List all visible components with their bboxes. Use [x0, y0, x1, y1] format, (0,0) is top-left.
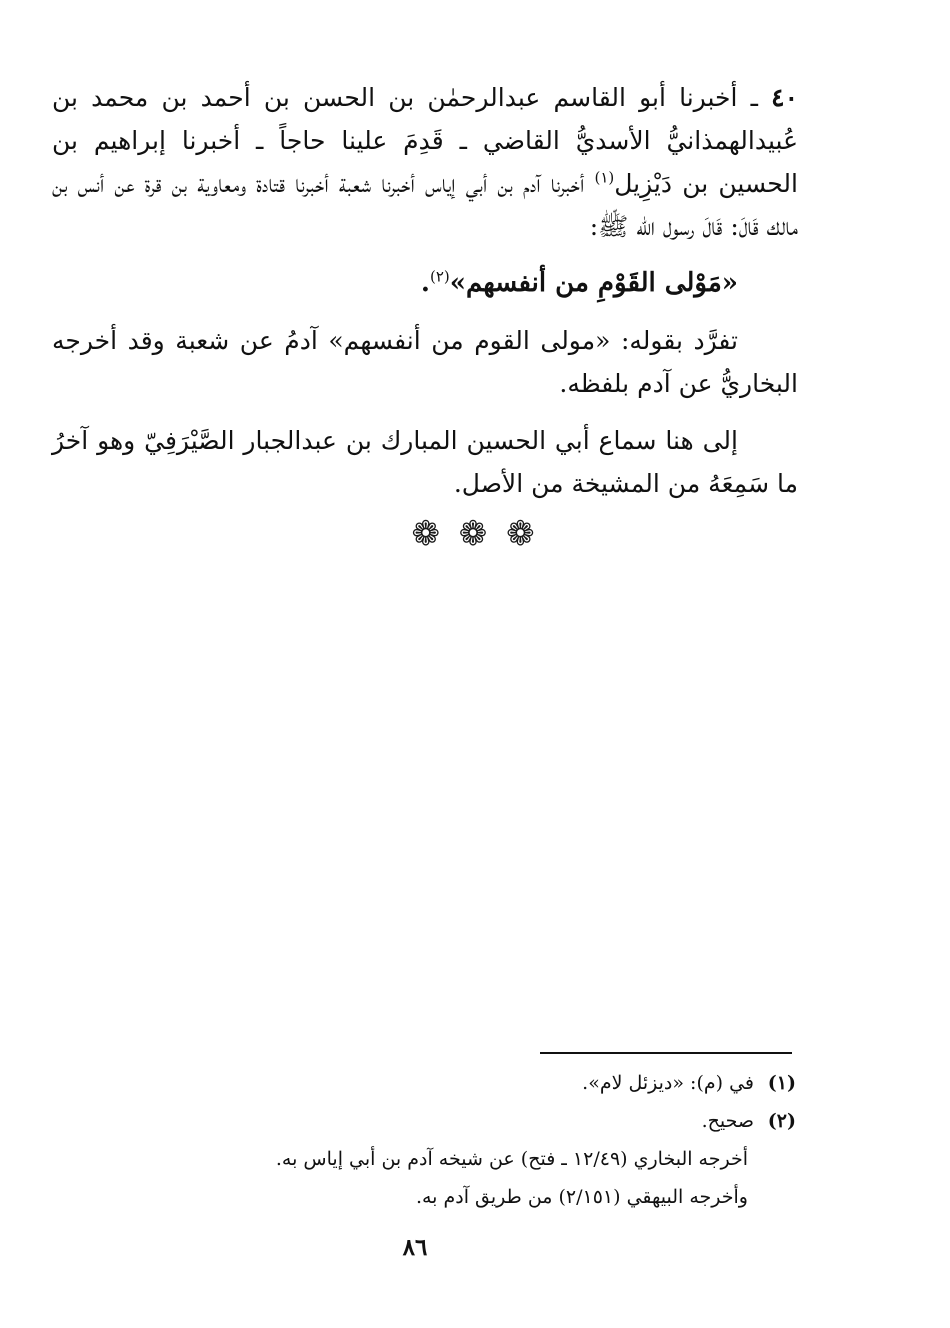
flower-ornament-icon: ❁: [411, 514, 444, 554]
section-ornament: [340, 514, 610, 554]
isnad-text-part2: أخبرنا آدم بن أبي إياس أخبرنا شعبة أخبرنا قتادة ومعاوية بن قرة عن أنس بن مالك قَالَ: قَالَ رسول الله ﷺ:: [52, 169, 798, 241]
footnotes: [150, 1064, 796, 1216]
hadith-text: [52, 262, 798, 305]
hadith-end: .: [420, 268, 430, 298]
flower-ornament-icon: ❁: [458, 514, 492, 554]
hadith-isnad-paragraph: [52, 76, 798, 248]
flower-ornament-icon: ❁: [506, 514, 539, 554]
main-text: [52, 76, 798, 519]
entry-number: ٤٠: [771, 83, 798, 112]
footnote-2-line-3: وأخرجه البيهقي (٢/١٥١) من طريق آدم به.: [415, 1186, 748, 1208]
footnote-2-line-2: أخرجه البخاري (١٢/٤٩ ـ فتح) عن شيخه آدم بن أبي إياس به.: [275, 1148, 748, 1170]
hadith-matn: «مَوْلى القَوْمِ من أنفسهم»: [449, 268, 738, 298]
footnote-text: في (م): «ديزئل لام».: [582, 1072, 754, 1094]
comment-paragraph: تفرَّد بقوله: «مولى القوم من أنفسهم» آدمُ عن شعبة وقد أخرجه البخاريُّ عن آدم بلفظه.: [52, 326, 798, 398]
page-number: ٨٦: [402, 1234, 428, 1261]
isnad-text-part1: ـ أخبرنا أبو القاسم عبدالرحمٰن بن الحسن بن أحمد بن محمد بن عُبيدالهمذانيُّ الأسديُّ القاضي ـ قَدِمَ علينا حاجاً ـ أخبرنا إبراهيم بن الحسين بن دَيْزِيل: [52, 83, 798, 198]
footnote-separator: [540, 1052, 792, 1054]
footnote-ref-2[interactable]: (٢): [429, 267, 450, 286]
footnote-number: (٢): [767, 1110, 796, 1132]
footnote-1: [150, 1064, 796, 1102]
footnote-text: صحيح.: [701, 1110, 754, 1132]
footnote-number: (١): [767, 1072, 796, 1094]
footnote-2: [150, 1102, 796, 1140]
sama-note-paragraph: إلى هنا سماع أبي الحسين المبارك بن عبدالجبار الصَّيْرَفِيّ وهو آخرُ ما سَمِعَهُ من المشيخة من الأصل.: [52, 426, 798, 498]
footnote-ref-1[interactable]: (١): [594, 168, 615, 187]
